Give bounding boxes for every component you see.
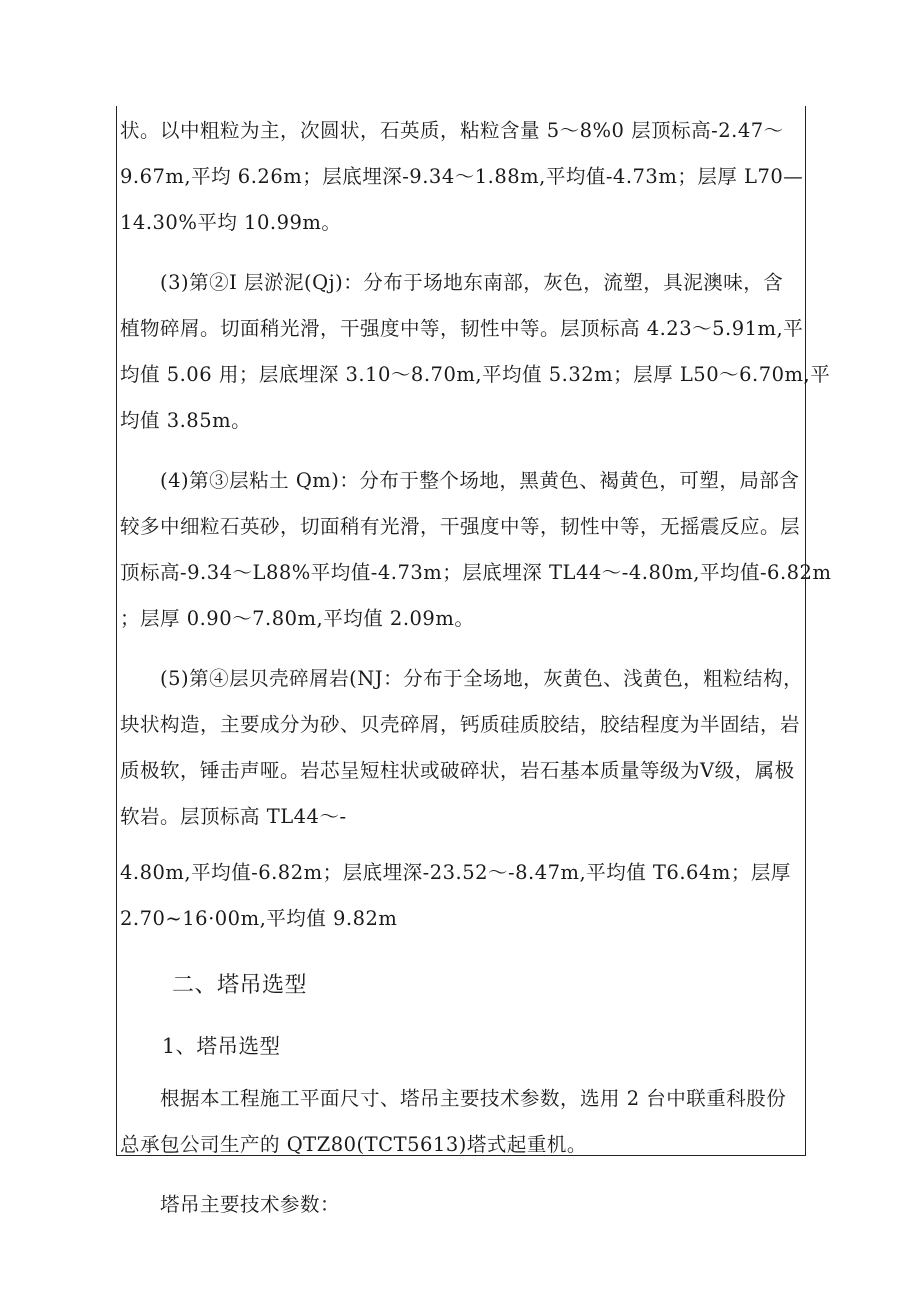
text-line: 2.70~16·00m,平均值 9.82m [120, 907, 398, 930]
text-line: ；层厚 0.90～7.80m,平均值 2.09m。 [120, 607, 475, 630]
paragraph-technical-parameters [120, 1182, 800, 1228]
text-line: 软岩。层顶标高 TL44～- [120, 805, 347, 828]
paragraph-layer-4-shell-rock [120, 656, 804, 840]
subsection-heading: 1、塔吊选型 [162, 1034, 281, 1058]
text-line: 块状构造，主要成分为砂、贝壳碎屑，钙质硅质胶结，胶结程度为半固结，岩 [120, 713, 801, 736]
text-line: (3)第②I 层淤泥(Qj)：分布于场地东南部，灰色，流塑，具泥澳味，含 [160, 271, 784, 294]
paragraph-layer-3-clay [120, 458, 832, 642]
text-line: (5)第④层贝壳碎屑岩(NJ：分布于全场地，灰黄色、浅黄色，粗粒结构， [160, 667, 804, 690]
text-line: 植物碎屑。切面稍光滑，干强度中等，韧性中等。层顶标高 4.23～5.91m,平 [120, 317, 804, 340]
text-line: 14.30%平均 10.99m。 [120, 211, 342, 234]
section-heading: 二、塔吊选型 [172, 973, 308, 998]
document-body [120, 108, 832, 1228]
text-line: 状。以中粗粒为主，次圆状，石英质，粘粒含量 5～8%0 层顶标高-2.47～ [120, 119, 784, 142]
paragraph-layer-4-continued [120, 850, 800, 942]
text-line: (4)第③层粘土 Qm)：分布于整个场地，黑黄色、褐黄色，可塑，局部含 [160, 469, 800, 492]
text-line: 9.67m,平均 6.26m；层底埋深-9.34～1.88m,平均值-4.73m；层厚 L70— [120, 165, 804, 188]
text-line: 4.80m,平均值-6.82m；层底埋深-23.52～-8.47m,平均值 T6.64m；层厚 [120, 861, 791, 884]
text-line: 较多中细粒石英砂，切面稍有光滑，干强度中等，韧性中等，无摇震反应。层 [120, 515, 801, 538]
text-line: 根据本工程施工平面尺寸、塔吊主要技术参数，选用 2 台中联重科股份 [160, 1087, 787, 1110]
paragraph-layer-2-1-mud [120, 260, 831, 444]
text-line: 顶标高-9.34～L88%平均值-4.73m；层底埋深 TL44～-4.80m,平均值-6.82m [120, 561, 832, 584]
paragraph-tower-crane-selection [120, 1076, 800, 1168]
text-line: 总承包公司生产的 QTZ80(TCT5613)塔式起重机。 [120, 1133, 587, 1156]
text-line: 塔吊主要技术参数： [160, 1193, 341, 1216]
text-line: 均值 5.06 用；层底埋深 3.10～8.70m,平均值 5.32m；层厚 L50～6.70m,平 [120, 363, 831, 386]
text-line: 质极软，锤击声哑。岩芯呈短柱状或破碎状，岩石基本质量等级为Ⅴ级，属极 [120, 759, 795, 782]
paragraph-layer-2-continued [120, 108, 804, 246]
text-line: 均值 3.85m。 [120, 409, 252, 432]
